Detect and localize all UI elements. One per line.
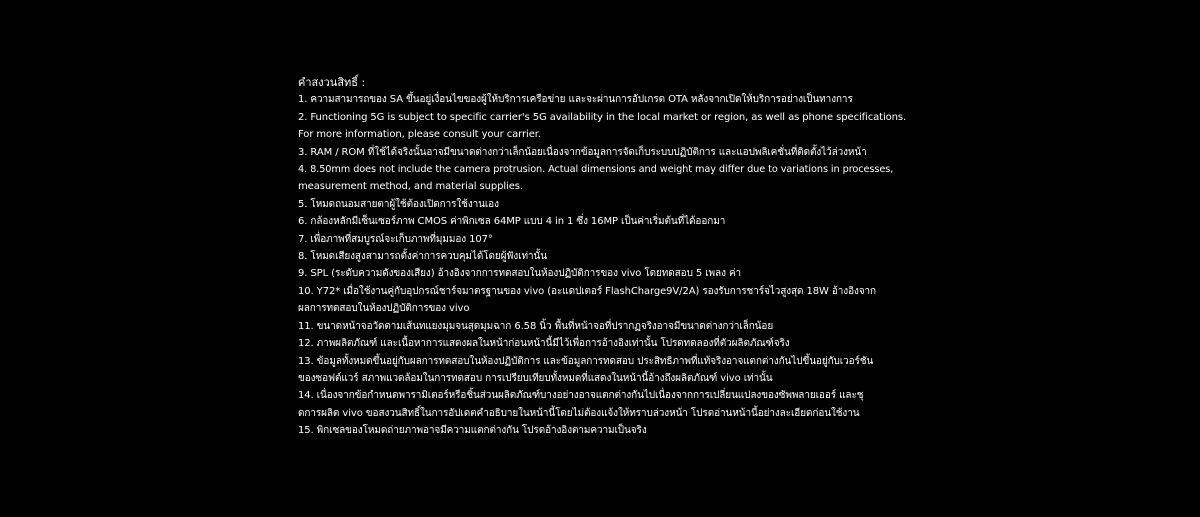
- disclaimer-line: ของซอฟต์แวร์ สภาพแวดล้อมในการทดสอบ การเปรียบเทียบทั้งหมดที่แสดงในหน้านี้อ้างถึงผลิตภัณฑ์ vivo เท่านั้น: [298, 372, 773, 384]
- disclaimer-line: 3. RAM / ROM ที่ใช้ได้จริงนั้นอาจมีขนาดต่างกว่าเล็กน้อยเนื่องจากข้อมูลการจัดเก็บระบบปฏิบัติการ และแอปพลิเคชั่นที่ติดตั้งไว้ล่วงหน้า: [298, 146, 867, 158]
- disclaimer-line: ดการผลิต vivo ขอสงวนสิทธิ์ในการอัปเดตคำอธิบายในหน้านี้โดยไม่ต้องแจ้งให้ทราบล่วงหน้า โปรดอ่านหน้านี้อย่างละเอียดก่อนใช้งาน: [298, 407, 860, 419]
- disclaimer-line: 6. กล้องหลักมีเซ็นเซอร์ภาพ CMOS ค่าพิกเซล 64MP แบบ 4 in 1 ซึ่ง 16MP เป็นค่าเริ่มต้นที่ได้ออกมา: [298, 216, 726, 228]
- disclaimer-line: 14. เนื่องจากข้อกำหนดพารามิเตอร์หรือชิ้นส่วนผลิตภัณฑ์บางอย่างอาจแตกต่างกันไปเนื่องจากการเปลี่ยนแปลงของซัพพลายเออร์ และชุ: [298, 390, 864, 402]
- disclaimer-line: ผลการทดสอบในห้องปฏิบัติการของ vivo: [298, 303, 470, 315]
- disclaimer-line: 11. ขนาดหน้าจอวัดตามเส้นทแยงมุมจนสุดมุมฉาก 6.58 นิ้ว พื้นที่หน้าจอที่ปรากฏจริงอาจมีขนาดต่างกว่าเล็กน้อย: [298, 320, 774, 332]
- disclaimer-line: For more information, please consult your carrier.: [298, 129, 541, 141]
- disclaimer-line: 9. SPL (ระดับความดังของเสียง) อ้างอิงจากการทดสอบในห้องปฏิบัติการของ vivo โดยทดสอบ 5 เพลง ค่า: [298, 268, 742, 280]
- disclaimer-line: 15. พิกเซลของโหมดถ่ายภาพอาจมีความแตกต่างกัน โปรดอ้างอิงตามความเป็นจริง: [298, 425, 647, 437]
- disclaimer-block: [298, 74, 908, 440]
- disclaimer-line: 2. Functioning 5G is subject to specific carrier's 5G availability in the local market or region, as well as phone specifications.: [298, 111, 907, 123]
- disclaimer-line: 1. ความสามารถของ SA ขึ้นอยู่เงื่อนไขของผู้ให้บริการเครือข่าย และจะผ่านการอัปเกรด OTA หลังจากเปิดให้บริการอย่างเป็นทางการ: [298, 94, 853, 106]
- disclaimer-line: 10. Y72* เมื่อใช้งานคู่กับอุปกรณ์ชาร์จมาตรฐานของ vivo (อะแดปเตอร์ FlashCharge9V/2A) รองรับการชาร์จไวสูงสุด 18W อ้างอิงจาก: [298, 285, 877, 297]
- disclaimer-line: 8. โหมดเสียงสูงสามารถตั้งค่าการควบคุมได้โดยผู้ฟังเท่านั้น: [298, 251, 547, 263]
- disclaimer-line: 4. 8.50mm does not include the camera protrusion. Actual dimensions and weight may differ due to variations in processes,: [298, 164, 894, 176]
- disclaimer-line: 12. ภาพผลิตภัณฑ์ และเนื้อหาการแสดงผลในหน้าก่อนหน้านี้มีไว้เพื่อการอ้างอิงเท่านั้น โปรดทดลองที่ตัวผลิตภัณฑ์จริง: [298, 338, 790, 350]
- disclaimer-line: 5. โหมดถนอมสายตาผู้ใช้ต้องเปิดการใช้งานเอง: [298, 198, 499, 210]
- disclaimer-line: measurement method, and material supplies.: [298, 181, 523, 193]
- disclaimer-title: คำสงวนสิทธิ์ :: [298, 76, 366, 89]
- disclaimer-line: 13. ข้อมูลทั้งหมดขึ้นอยู่กับผลการทดสอบในห้องปฏิบัติการ และข้อมูลการทดสอบ ประสิทธิภาพที่แท้จริงอาจแตกต่างกันไปขึ้นอยู่กับเวอร์ชัน: [298, 355, 874, 367]
- disclaimer-line: 7. เพื่อภาพที่สมบูรณ์จะเก็บภาพที่มุมมอง 107°: [298, 233, 493, 245]
